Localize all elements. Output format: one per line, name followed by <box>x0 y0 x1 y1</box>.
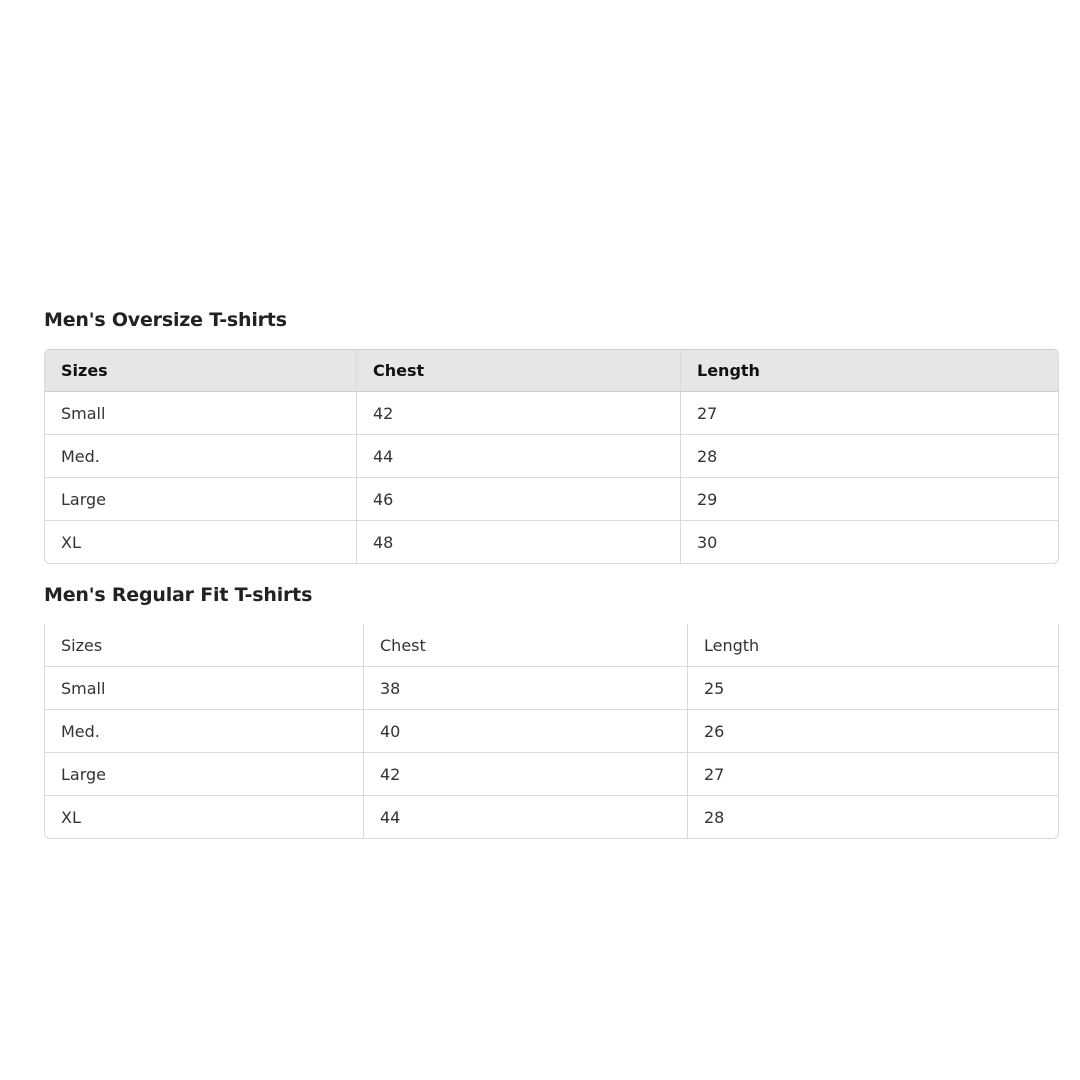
column-header-length: Length <box>681 349 1059 392</box>
length-cell: 30 <box>681 521 1059 564</box>
oversize-size-table <box>44 349 1059 564</box>
table-row <box>44 478 1059 521</box>
length-cell: 28 <box>681 435 1059 478</box>
size-cell: Small <box>44 667 364 710</box>
size-cell: XL <box>44 521 357 564</box>
regular-section-title: Men's Regular Fit T-shirts <box>44 584 313 606</box>
table-row <box>44 392 1059 435</box>
size-cell: Small <box>44 392 357 435</box>
size-cell: Med. <box>44 710 364 753</box>
column-header-sizes: Sizes <box>44 624 364 667</box>
chest-cell: 44 <box>357 435 681 478</box>
column-header-length: Length <box>688 624 1059 667</box>
regular-size-table <box>44 624 1059 839</box>
table-header-row <box>44 624 1059 667</box>
length-cell: 27 <box>681 392 1059 435</box>
table-row <box>44 710 1059 753</box>
length-cell: 28 <box>688 796 1059 839</box>
length-cell: 29 <box>681 478 1059 521</box>
chest-cell: 46 <box>357 478 681 521</box>
length-cell: 25 <box>688 667 1059 710</box>
chest-cell: 42 <box>357 392 681 435</box>
table-row <box>44 521 1059 564</box>
size-cell: Large <box>44 478 357 521</box>
chest-cell: 42 <box>364 753 688 796</box>
oversize-section-title: Men's Oversize T-shirts <box>44 309 287 331</box>
table-header-row <box>44 349 1059 392</box>
column-header-sizes: Sizes <box>44 349 357 392</box>
table-row <box>44 753 1059 796</box>
chest-cell: 48 <box>357 521 681 564</box>
size-cell: Med. <box>44 435 357 478</box>
chest-cell: 44 <box>364 796 688 839</box>
chest-cell: 40 <box>364 710 688 753</box>
size-cell: XL <box>44 796 364 839</box>
column-header-chest: Chest <box>364 624 688 667</box>
table-row <box>44 435 1059 478</box>
length-cell: 26 <box>688 710 1059 753</box>
length-cell: 27 <box>688 753 1059 796</box>
size-cell: Large <box>44 753 364 796</box>
table-row <box>44 796 1059 839</box>
column-header-chest: Chest <box>357 349 681 392</box>
chest-cell: 38 <box>364 667 688 710</box>
table-row <box>44 667 1059 710</box>
